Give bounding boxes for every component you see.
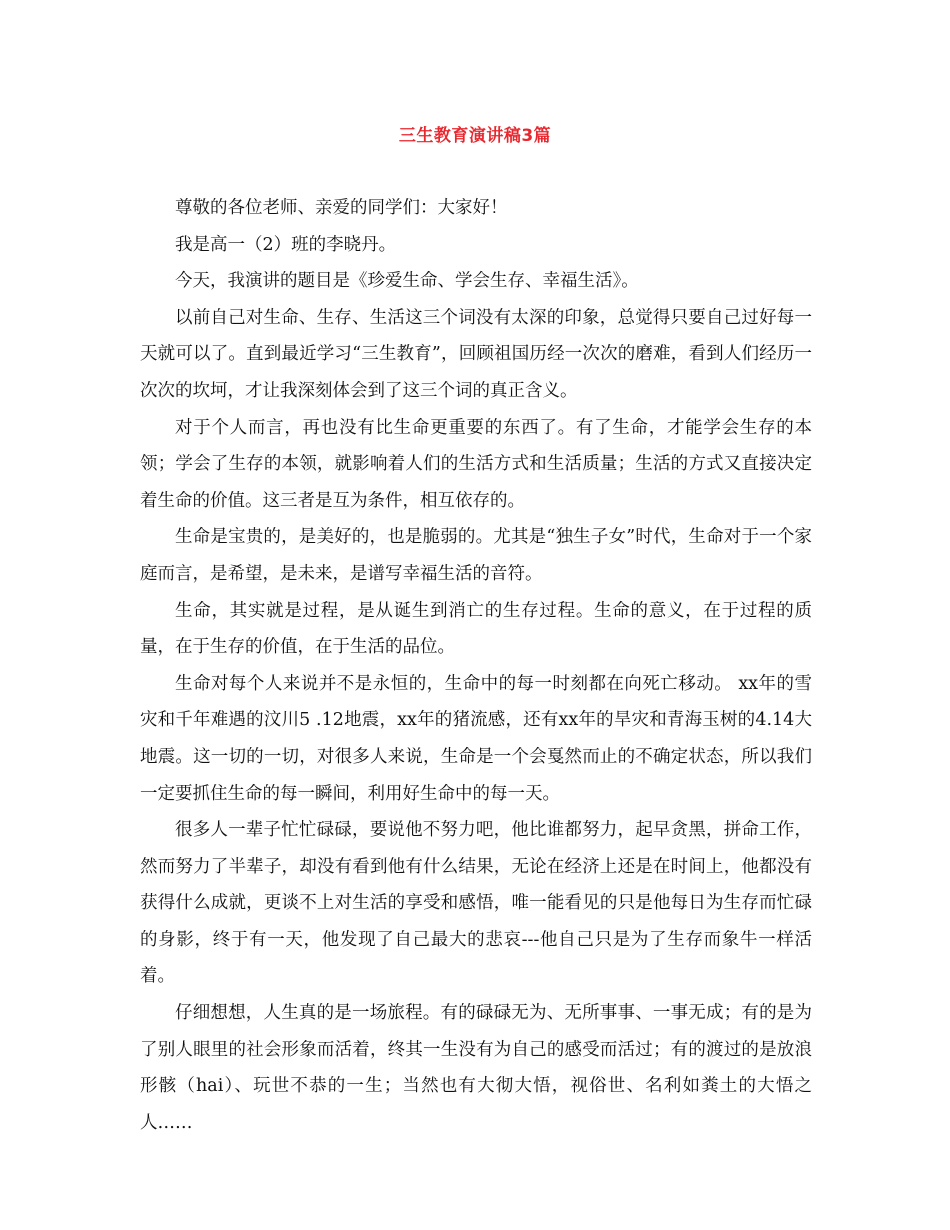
paragraph: 生命，其实就是过程，是从诞生到消亡的生存过程。生命的意义，在于过程的质量，在于生存的价值，在于生活的品位。 xyxy=(140,600,812,658)
paragraph: 仔细想想，人生真的是一场旅程。有的碌碌无为、无所事事、一事无成；有的是为了别人眼里的社会形象而活着，终其一生没有为自己的感受而活过；有的渡过的是放浪形骸（hai）、玩世不恭的一生；当然也有大彻大悟，视俗世、名利如粪土的大悟之人…… xyxy=(140,1003,812,1133)
paragraph: 生命对每个人来说并不是永恒的，生命中的每一时刻都在向死亡移动。 xx年的雪灾和千年难遇的汶川5 .12地震，xx年的猪流感，还有xx年的旱灾和青海玉树的4.14大地震。这一切的一切，对很多人来说，生命是一个会戛然而止的不确定状态，所以我们一定要抓住生命的每一瞬间，利用好生命中的每一天。 xyxy=(140,673,812,804)
paragraph: 以前自己对生命、生存、生活这三个词没有太深的印象，总觉得只要自己过好每一天就可以了。直到最近学习“三生教育”，回顾祖国历经一次次的磨难，看到人们经历一次次的坎坷，才让我深刻体会到了这三个词的真正含义。 xyxy=(140,307,812,401)
paragraph: 对于个人而言，再也没有比生命更重要的东西了。有了生命，才能学会生存的本领；学会了生存的本领，就影响着人们的生活方式和生活质量；生活的方式又直接决定着生命的价值。这三者是互为条件，相互依存的。 xyxy=(140,417,812,511)
paragraph: 生命是宝贵的，是美好的，也是脆弱的。尤其是“独生子女”时代，生命对于一个家庭而言，是希望，是未来，是谱写幸福生活的音符。 xyxy=(140,527,812,584)
paragraph: 我是高一（2）班的李晓丹。 xyxy=(175,234,397,255)
paragraph: 今天，我演讲的题目是《珍爱生命、学会生存、幸福生活》。 xyxy=(175,271,639,292)
document-body xyxy=(140,190,812,1141)
paragraph: 很多人一辈子忙忙碌碌，要说他不努力吧，他比谁都努力，起早贪黑，拼命工作，然而努力了半辈子，却没有看到他有什么结果，无论在经济上还是在时间上，他都没有获得什么成就，更谈不上对生活的享受和感悟，唯一能看见的只是他每日为生存而忙碌的身影，终于有一天，他发现了自己最大的悲哀---他自己只是为了生存而象牛一样活着。 xyxy=(140,820,812,987)
paragraph: 尊敬的各位老师、亲爱的同学们：大家好！ xyxy=(175,198,508,218)
page-title: 三生教育演讲稿3篇 xyxy=(398,126,552,146)
